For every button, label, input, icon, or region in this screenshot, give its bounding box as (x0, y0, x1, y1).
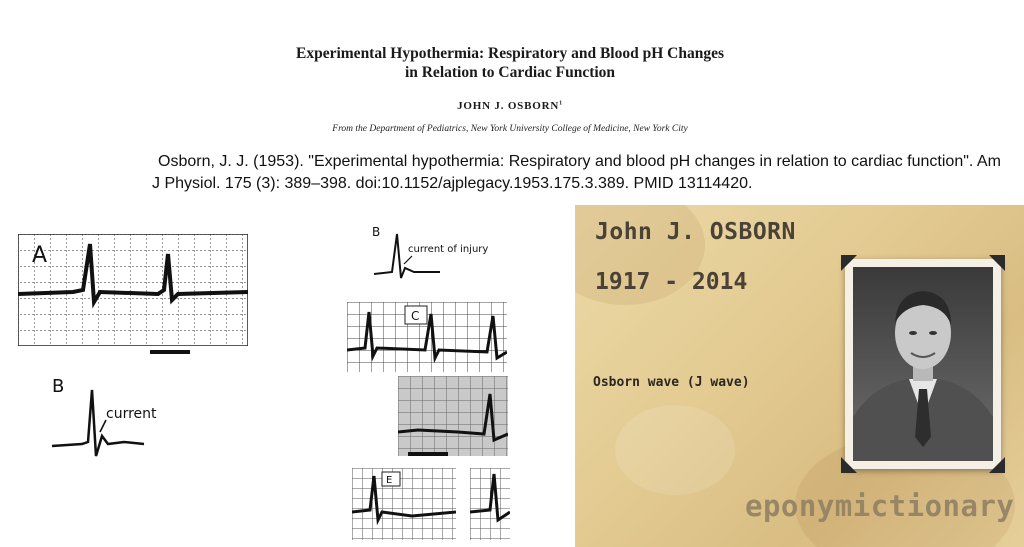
paper-affiliation: From the Department of Pediatrics, New York University College of Medicine, New York City (332, 124, 688, 134)
ecg-figure-e (352, 468, 456, 540)
card-stain (615, 405, 735, 495)
card-eponym: Osborn wave (J wave) (593, 375, 750, 390)
ecg-underline-a (150, 348, 210, 356)
brand-watermark: eponymictionary (745, 489, 1015, 523)
panel-b-annotation: current (106, 406, 157, 422)
ecg-figure-b (44, 372, 174, 467)
panel-e-label: E (386, 475, 393, 486)
panel-b2-label: B (372, 225, 381, 239)
paper-title-line2: in Relation to Cardiac Function (404, 64, 616, 81)
paper-author (330, 100, 690, 112)
portrait-frame (845, 259, 1001, 469)
ecg-figure-c (347, 302, 507, 372)
panel-a-label: A (32, 243, 48, 268)
author-name: JOHN J. OSBORN (457, 100, 560, 112)
ecg-figure-f (470, 468, 510, 540)
card-years: 1917 - 2014 (595, 269, 748, 295)
paper-title-line1: Experimental Hypothermia: Respiratory and Blood pH Changes (296, 45, 724, 62)
citation-text: Osborn, J. J. (1953). "Experimental hypothermia: Respiratory and blood pH changes in relation to cardiac function". Am J Physiol. 175 (3): 389–398. doi:10.1152/ajplegacy.1953.175.3.389. PMID 13114420. (152, 153, 1001, 192)
paper-title (180, 44, 840, 82)
ecg-figure-b2 (370, 222, 510, 282)
ecg-figure-a (18, 234, 248, 346)
panel-c-label: C (411, 309, 420, 323)
eponym-card (575, 205, 1024, 547)
panel-b2-annotation: current of injury (408, 244, 489, 255)
ecg-figure-d (398, 376, 508, 456)
card-person-name: John J. OSBORN (595, 219, 796, 245)
panel-b-label: B (52, 376, 65, 397)
portrait-photo (853, 267, 993, 461)
author-footnote-mark: 1 (559, 100, 563, 107)
